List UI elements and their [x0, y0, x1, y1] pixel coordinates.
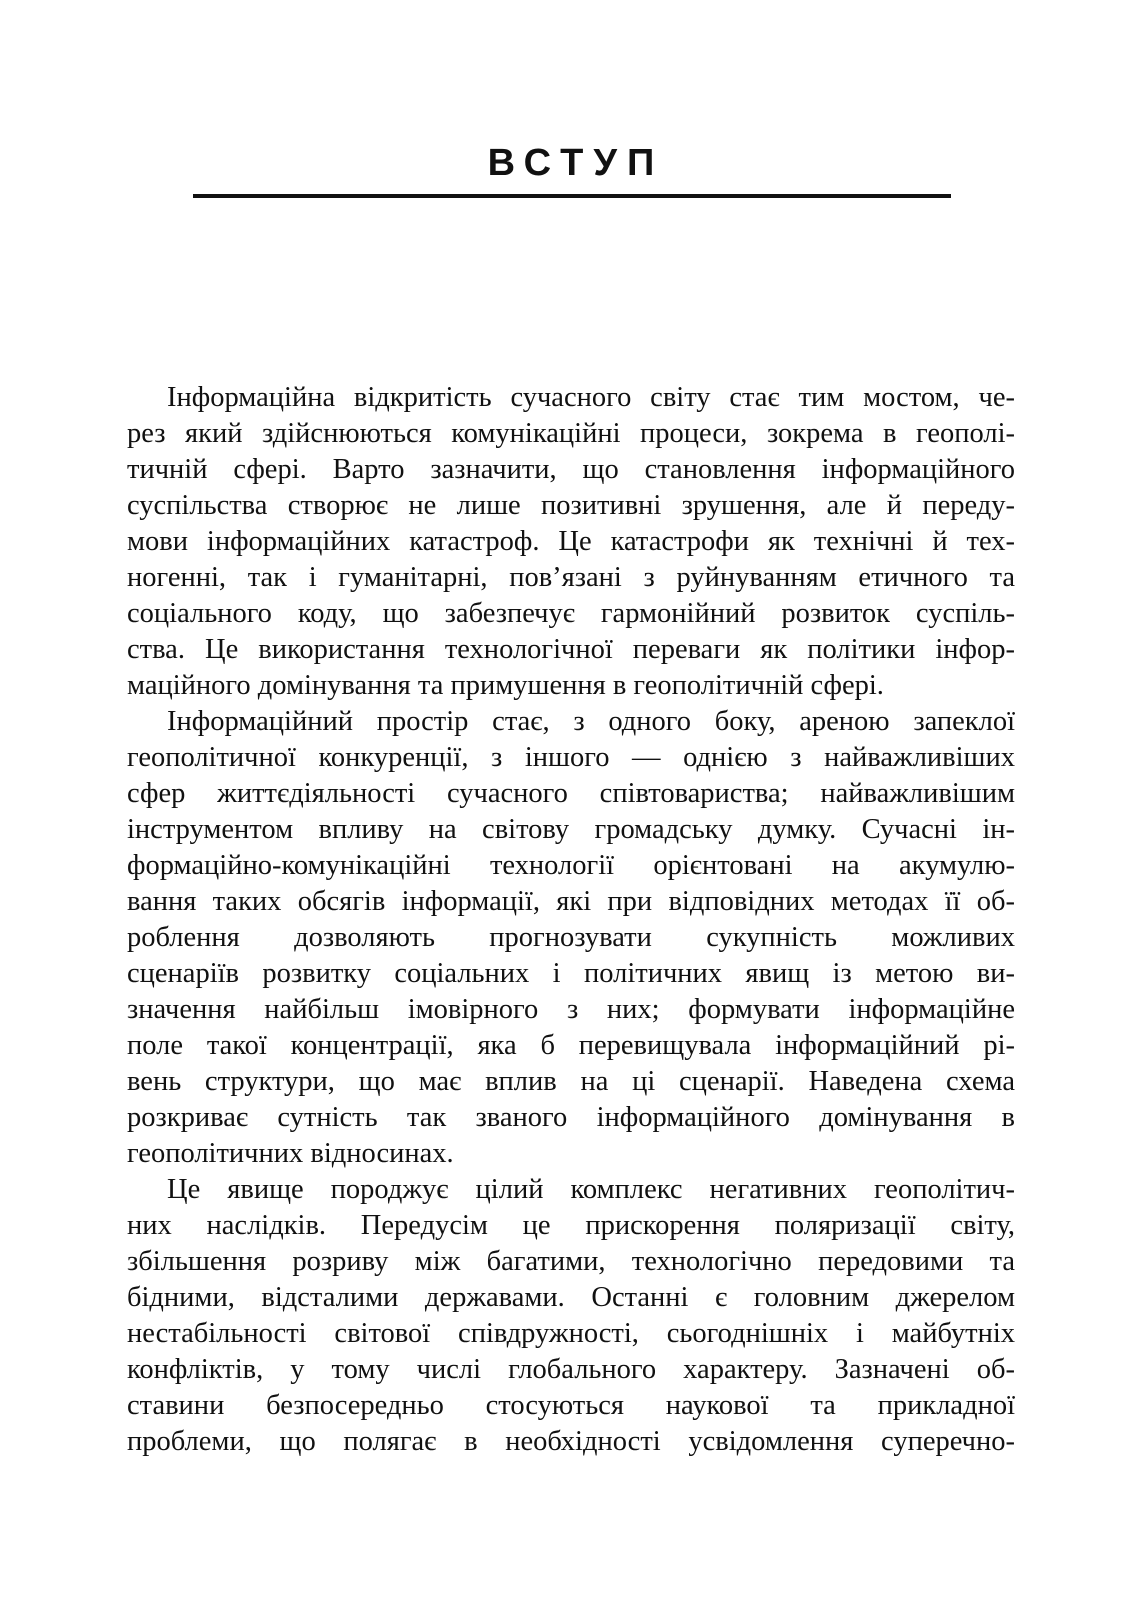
- text-line: сфер життєдіяльності сучасного співтовариства; найважливішим: [127, 778, 1015, 809]
- text-line: збільшення розриву між багатими, технологічно передовими та: [127, 1246, 1015, 1277]
- text-line: мови інформаційних катастроф. Це катастрофи як технічні й тех-: [127, 526, 1015, 557]
- text-line: поле такої концентрації, яка б перевищувала інформаційний рі-: [127, 1030, 1015, 1061]
- text-line: суспільства створює не лише позитивні зрушення, але й переду-: [127, 490, 1015, 521]
- text-line: роблення дозволяють прогнозувати сукупність можливих: [127, 922, 1015, 953]
- text-line: конфліктів, у тому числі глобального характеру. Зазначені об-: [127, 1354, 1015, 1385]
- text-line: ства. Це використання технологічної переваги як політики інфор-: [127, 634, 1015, 665]
- text-line: ногенні, так і гуманітарні, пов’язані з руйнуванням етичного та: [127, 562, 1015, 593]
- body-text: [127, 380, 1015, 1460]
- paragraph-3: [127, 1172, 1015, 1460]
- text-line: значення найбільш імовірного з них; формувати інформаційне: [127, 994, 1015, 1025]
- text-line: вання таких обсягів інформації, які при відповідних методах її об-: [127, 886, 1015, 917]
- text-line: геополітичних відносинах.: [127, 1138, 454, 1169]
- text-line: ставини безпосередньо стосуються наукової та прикладної: [127, 1390, 1015, 1421]
- text-line: геополітичної конкуренції, з іншого — однією з найважливіших: [127, 742, 1015, 773]
- text-line: Це явище породжує цілий комплекс негативних геополітич-: [167, 1174, 1015, 1205]
- text-line: тичній сфері. Варто зазначити, що становлення інформаційного: [127, 454, 1015, 485]
- text-line: соціального коду, що забезпечує гармонійний розвиток суспіль-: [127, 598, 1015, 629]
- text-line: Інформаційний простір стає, з одного боку, ареною запеклої: [167, 706, 1015, 737]
- text-line: бідними, відсталими державами. Останні є головним джерелом: [127, 1282, 1015, 1313]
- paragraph-1: [127, 380, 1015, 704]
- text-line: них наслідків. Передусім це прискорення поляризації світу,: [127, 1210, 1015, 1241]
- chapter-title: ВСТУП: [487, 142, 665, 184]
- text-line: Інформаційна відкритість сучасного світу стає тим мостом, че-: [167, 382, 1015, 413]
- text-line: маційного домінування та примушення в геополітичній сфері.: [127, 670, 884, 701]
- text-line: формаційно-комунікаційні технології орієнтовані на акумулю-: [127, 850, 1015, 881]
- text-line: нестабільності світової співдружності, сьогоднішніх і майбутніх: [127, 1318, 1015, 1349]
- text-line: сценаріїв розвитку соціальних і політичних явищ із метою ви-: [127, 958, 1015, 989]
- paragraph-2: [127, 704, 1015, 1172]
- text-line: рез який здійснюються комунікаційні процеси, зокрема в геополі-: [127, 418, 1015, 449]
- text-line: інструментом впливу на світову громадську думку. Сучасні ін-: [127, 814, 1015, 845]
- text-line: розкриває сутність так званого інформаційного домінування в: [127, 1102, 1015, 1133]
- title-underline: [193, 194, 951, 198]
- text-line: вень структури, що має вплив на ці сценарії. Наведена схема: [127, 1066, 1015, 1097]
- text-line: проблеми, що полягає в необхідності усвідомлення суперечно-: [127, 1426, 1015, 1457]
